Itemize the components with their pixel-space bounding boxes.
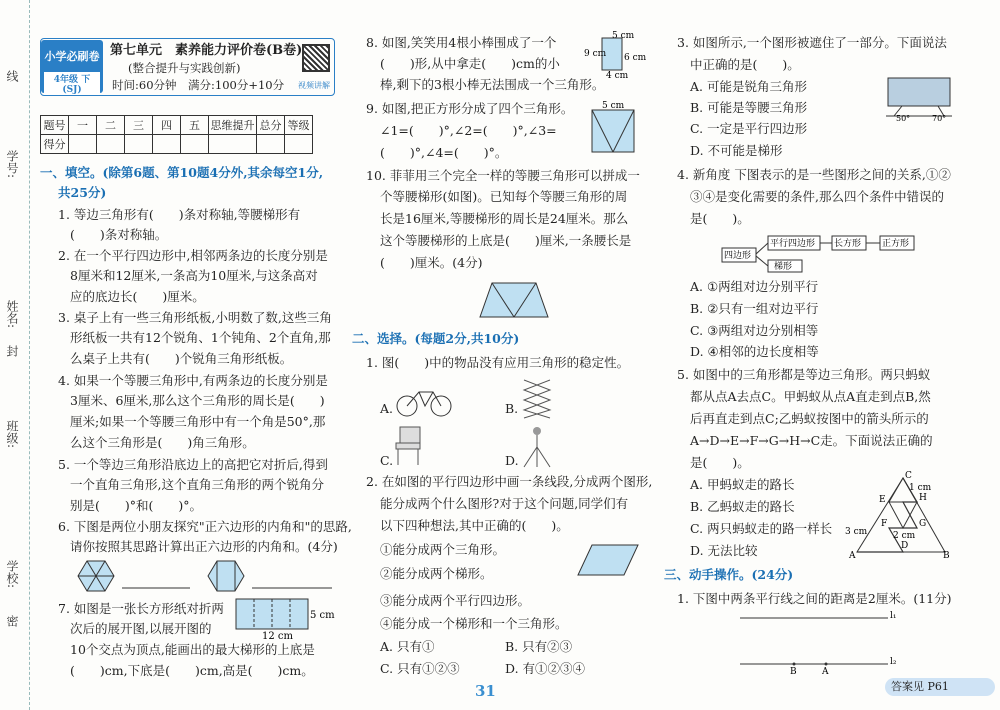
score-table: 题号 一 二 三 四 五 思维提升 总分 等级 得分 (40, 115, 313, 154)
question-text: 3. 如图所示,一个图形被遮住了一部分。下面说法 (677, 35, 947, 50)
question-text: 应的底边长( )厘米。 (70, 289, 205, 304)
question-text: ∠1=( )°,∠2=( )°,∠3= (380, 123, 557, 138)
margin-label: 封 (5, 345, 19, 357)
option-c[interactable]: C. 两只蚂蚁走的路一样长 (690, 521, 833, 536)
svg-text:6 cm: 6 cm (624, 53, 647, 63)
folding-gate-icon (522, 378, 552, 420)
option-c[interactable]: C. (380, 453, 394, 468)
option-d[interactable]: D. (505, 453, 519, 468)
question-text: 1. 下图中两条平行线之间的距离是2厘米。(11分) (677, 591, 952, 606)
margin-label: 密 (5, 615, 19, 627)
option-c[interactable]: C. ③两组对边分别相等 (690, 323, 819, 338)
question-text: 6. 下图是两位小朋友探究"正六边形的内角和"的思路, (58, 519, 352, 534)
brand-badge: 小学必刷卷 4年级 下 (SJ) (41, 40, 103, 93)
svg-text:G: G (919, 519, 927, 529)
binding-margin (0, 0, 30, 710)
question-text: 2. 在一个平行四边形中,相邻两条边的长度分别是 (58, 248, 328, 263)
question-text: 别是( )°和( )°。 (70, 498, 203, 513)
question-text: 8. 如图,笑笑用4根小棒围成了一个 (366, 35, 557, 50)
question-text: 请你按照其思路计算出正六边形的内角和。(4分) (70, 539, 338, 554)
margin-label: 班级: (5, 420, 19, 449)
question-text: 中正确的是( )。 (690, 57, 800, 72)
section-2-title: 二、选择。(每题2分,共10分) (352, 331, 520, 346)
svg-text:四边形: 四边形 (724, 251, 752, 261)
question-text: 长是16厘米,等腰梯形的周长是24厘米。那么 (380, 211, 629, 226)
question-text: 2. 在如图的平行四边形中画一条线段,分成两个图形, (366, 474, 653, 489)
question-text: 9. 如图,把正方形分成了四个三角形。 (366, 101, 574, 116)
margin-label: 姓名: (5, 300, 19, 329)
answer-reference[interactable]: 答案见 P61 (885, 678, 995, 696)
svg-text:3 cm: 3 cm (845, 527, 868, 537)
option-b[interactable]: B. 只有②③ (505, 639, 573, 654)
question-text: 是( )。 (690, 455, 750, 470)
svg-text:D: D (901, 541, 909, 551)
tripod-icon (520, 425, 554, 469)
svg-text:长方形: 长方形 (834, 239, 862, 249)
dim-height: 5 cm (310, 610, 335, 621)
question-text: 5. 如图中的三角形都是等边三角形。两只蚂蚁 (677, 367, 931, 382)
question-text: 10个交点为顶点,能画出的最大梯形的上底是 (70, 642, 315, 657)
option-b[interactable]: B. 可能是等腰三角形 (690, 100, 808, 115)
question-text: ③④是变化需要的条件,那么四个条件中错误的 (690, 189, 944, 204)
page-number: 31 (475, 682, 496, 700)
section-3-title: 三、动手操作。(24分) (664, 567, 794, 582)
trapezoid-figure (478, 280, 550, 320)
chair-icon (392, 425, 426, 467)
svg-text:1 cm: 1 cm (909, 483, 932, 493)
question-text: 后再直走到点C;乙蚂蚁按图中的箭头所示的 (690, 411, 929, 426)
question-text: ( )°,∠4=( )°。 (380, 145, 508, 160)
question-text: ( )厘米。(4分) (380, 255, 483, 270)
idea-4: ④能分成一个梯形和一个三角形。 (380, 616, 568, 631)
parallel-lines-figure (738, 606, 908, 676)
question-text: 一个直角三角形,这个直角三角形的两个锐角分 (70, 477, 324, 492)
question-text: 4. 如果一个等腰三角形中,有两条边的长度分别是 (58, 373, 328, 388)
svg-text:C: C (905, 471, 912, 481)
question-text: 么这个三角形是( )角三角形。 (70, 435, 255, 450)
question-text: 5. 一个等边三角形沿底边上的高把它对折后,得到 (58, 457, 328, 472)
video-label[interactable]: 视频讲解 (298, 81, 330, 90)
svg-text:l₁: l₁ (890, 611, 897, 621)
margin-label: 学校: (5, 560, 19, 589)
dim-width: 12 cm (262, 631, 293, 642)
question-text: 都从点A去点C。甲蚂蚁从点A直走到点B,然 (690, 389, 931, 404)
question-text: 棒,剩下的3根小棒无法围成一个三角形。 (380, 77, 605, 92)
question-text: A→D→E→F→G→H→C走。下面说法正确的 (690, 433, 933, 448)
paper-subtitle: (整合提升与实践创新) (128, 61, 241, 75)
question-text: ( )条对称轴。 (70, 227, 168, 242)
option-a[interactable]: A. 甲蚂蚁走的路长 (690, 477, 795, 492)
square-figure (588, 100, 638, 160)
svg-text:2 cm: 2 cm (893, 531, 916, 541)
svg-text:50°: 50° (896, 114, 911, 123)
question-text: 能分成两个什么图形?对于这个问题,同学们有 (380, 496, 629, 511)
svg-text:F: F (881, 519, 888, 529)
question-text: 8厘米和12厘米,一条高为10厘米,与这条高对 (70, 268, 318, 283)
paper-meta: 时间:60分钟 满分:100分+10分 (112, 78, 285, 92)
idea-3: ③能分成两个平行四边形。 (380, 593, 531, 608)
section-1-title: 一、填空。(除第6题、第10题4分外,其余每空1分, (40, 165, 324, 180)
margin-label: 线 (5, 70, 19, 82)
question-text: 厘米;如果一个等腰三角形中有一个角是50°,那 (70, 414, 326, 429)
option-b[interactable]: B. (505, 401, 519, 416)
option-d[interactable]: D. 不可能是梯形 (690, 143, 783, 158)
question-text: ( )cm,下底是( )cm,高是( )cm。 (70, 663, 314, 678)
svg-text:B: B (943, 551, 950, 561)
option-d[interactable]: D. 无法比较 (690, 543, 758, 558)
question-text: 是( )。 (690, 211, 750, 226)
question-text: 么桌子上共有( )个锐角三角形纸板。 (70, 351, 293, 366)
option-a[interactable]: A. ①两组对边分别平行 (690, 279, 819, 294)
option-d[interactable]: D. ④相邻的边长度相等 (690, 344, 819, 359)
qr-code-icon[interactable] (302, 44, 330, 72)
question-text: 1. 图( )中的物品没有应用三角形的稳定性。 (366, 355, 630, 370)
svg-text:B: B (790, 667, 797, 677)
idea-1: ①能分成两个三角形。 (380, 542, 506, 557)
paper-title: 第七单元 素养能力评价卷(B卷) (110, 43, 303, 58)
svg-text:H: H (919, 493, 927, 503)
svg-text:A: A (822, 667, 829, 677)
svg-text:平行四边形: 平行四边形 (770, 239, 816, 249)
svg-text:9 cm: 9 cm (584, 49, 607, 59)
triangle-path-figure (845, 470, 955, 562)
bicycle-icon (395, 384, 455, 418)
svg-text:5 cm: 5 cm (612, 31, 635, 41)
question-text: 3. 桌子上有一些三角形纸板,小明数了数,这些三角 (58, 310, 332, 325)
question-text: 10. 菲菲用三个完全一样的等腰三角形可以拼成一 (366, 168, 640, 183)
svg-text:A: A (849, 551, 856, 561)
hexagon-figures (70, 558, 340, 594)
question-text: 次后的展开图,以展开图的 (70, 621, 212, 636)
question-text: 形纸板一共有12个锐角、1个钝角、2个直角,那 (70, 330, 331, 345)
question-text: 4. 新角度 下图表示的是一些图形之间的关系,①② (677, 167, 951, 182)
option-a[interactable]: A. 可能是锐角三角形 (690, 79, 807, 94)
svg-text:4 cm: 4 cm (606, 71, 629, 81)
shape-relation-diagram (720, 232, 950, 272)
question-text: 以下四种想法,其中正确的( )。 (380, 518, 569, 533)
option-d[interactable]: D. 有①②③④ (505, 661, 586, 676)
svg-text:梯形: 梯形 (774, 262, 793, 272)
option-c[interactable]: C. 一定是平行四边形 (690, 121, 808, 136)
option-c[interactable]: C. 只有①②③ (380, 661, 460, 676)
svg-text:l₂: l₂ (890, 657, 897, 667)
question-text: 1. 等边三角形有( )条对称轴,等腰梯形有 (58, 207, 301, 222)
covered-shape-figure (884, 76, 954, 122)
section-1-title-2: 共25分) (58, 185, 107, 200)
svg-text:正方形: 正方形 (882, 239, 910, 249)
question-text: 这个等腰梯形的上底是( )厘米,一条腰长是 (380, 233, 632, 248)
svg-text:70°: 70° (932, 114, 947, 123)
question-text: ( )形,从中拿走( )cm的小 (380, 56, 560, 71)
sticks-figure (582, 30, 647, 81)
question-text: 个等腰梯形(如图)。已知每个等腰三角形的周 (380, 189, 628, 204)
option-a[interactable]: A. (380, 401, 394, 416)
question-text: 7. 如图是一张长方形纸对折两 (58, 601, 224, 616)
parallelogram-figure (578, 542, 640, 578)
svg-text:E: E (879, 495, 886, 505)
option-b[interactable]: B. 乙蚂蚁走的路长 (690, 499, 795, 514)
option-a[interactable]: A. 只有① (380, 639, 435, 654)
rectangle-fold-figure (232, 596, 335, 642)
margin-label: 学号: (5, 150, 19, 179)
svg-text:5 cm: 5 cm (602, 101, 625, 111)
option-b[interactable]: B. ②只有一组对边平行 (690, 301, 819, 316)
idea-2: ②能分成两个梯形。 (380, 566, 493, 581)
question-text: 3厘米、6厘米,那么这个三角形的周长是( ) (70, 393, 325, 408)
